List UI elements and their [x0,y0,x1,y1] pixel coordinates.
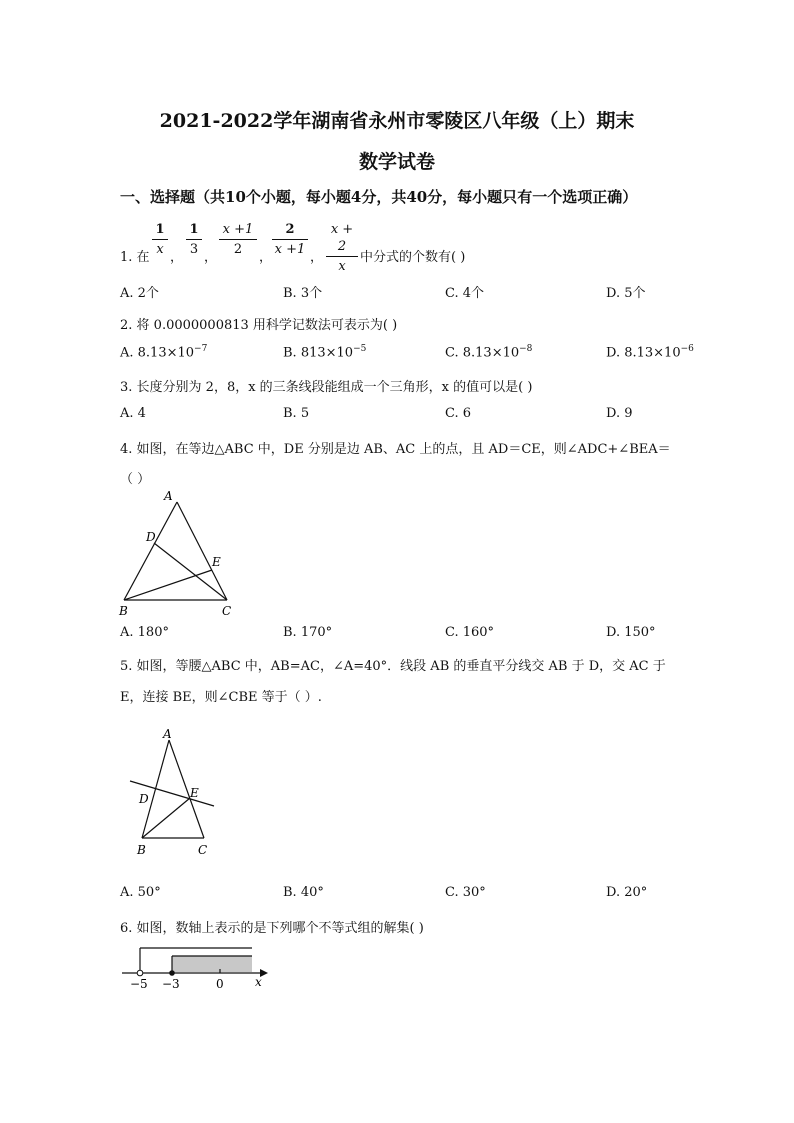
q4-option-b[interactable]: B. 170° [283,625,333,640]
question-1-suffix: 中分式的个数有( ) [360,250,466,265]
question-4-blank: （ ） [120,472,151,487]
exam-subtitle: 数学试卷 [358,151,435,173]
fraction-separator: ， [310,250,324,265]
vertex-label-b: B [137,843,146,857]
solution-shading [172,956,252,972]
vertex-label-b: B [119,604,128,618]
question-5-line-2: E，连接 BE，则∠CBE 等于（ ）. [120,690,322,705]
q2-option-a[interactable]: A. $8.13\times 10^{-7}$ [120,344,208,361]
axis-label-zero: 0 [216,977,224,991]
triangle-figure-q5 [120,726,230,861]
q5-option-c[interactable]: C. 30° [445,885,486,900]
vertex-label-c: C [222,604,232,618]
fraction-separator: ， [204,250,218,265]
axis-label-minus-3: −3 [162,977,180,991]
fraction-separator: ， [170,250,184,265]
fraction-4: 2 x +1 [272,221,308,258]
vertex-label-d: D [139,792,149,806]
exam-title: 2021-2022学年湖南省永州市零陵区八年级（上）期末 [159,110,635,132]
vertex-label-e: E [212,555,221,569]
vertex-label-e: E [190,786,199,800]
fraction-2: 1 3 [186,221,202,258]
vertex-label-a: A [164,489,173,503]
question-6: 6. 如图，数轴上表示的是下列哪个不等式组的解集( ) [120,921,424,936]
q3-option-c[interactable]: C. 6 [445,406,472,421]
question-3: 3. 长度分别为 2，8，x 的三条线段能组成一个三角形，x 的值可以是( ) [120,380,533,395]
question-1-prefix: 1. 在 [120,250,150,265]
q2-option-b[interactable]: B. $813\times 10^{-5}$ [283,344,367,361]
vertex-label-c: C [198,843,208,857]
number-line-figure [118,942,278,994]
q1-option-c[interactable]: C. 4个 [445,286,485,301]
question-2: 2. 将 0.0000000813 用科学记数法可表示为( ) [120,318,398,333]
q3-option-b[interactable]: B. 5 [283,406,310,421]
section-heading: 一、选择题（共10个小题，每小题4分，共40分，每小题只有一个选项正确） [120,188,638,206]
triangle-figure-q4 [114,488,244,620]
vertex-label-d: D [146,530,156,544]
q1-option-a[interactable]: A. 2个 [120,286,159,301]
fraction-1: 1 x [152,221,168,258]
vertex-label-a: A [163,727,172,741]
q3-option-d[interactable]: D. 9 [606,406,633,421]
question-5: 5. 如图，等腰△ABC 中，AB=AC，∠A=40°．线段 AB 的垂直平分线交 AB 于 D，交 AC 于 [120,659,666,674]
fraction-separator: ， [259,250,273,265]
axis-label-x: x [255,975,262,989]
q4-option-a[interactable]: A. 180° [120,625,169,640]
q1-option-b[interactable]: B. 3个 [283,286,323,301]
q4-option-c[interactable]: C. 160° [445,625,495,640]
fraction-5: x + 2 x [326,221,358,275]
fraction-3: x +1 2 [219,221,257,258]
question-4: 4. 如图，在等边△ABC 中，DE 分别是边 AB、AC 上的点，且 AD＝CE，则∠ADC+∠BEA＝ [120,442,671,457]
q2-option-d[interactable]: D. $8.13\times 10^{-6}$ [606,344,694,361]
q4-option-d[interactable]: D. 150° [606,625,656,640]
q5-option-d[interactable]: D. 20° [606,885,648,900]
axis-label-minus-5: −5 [130,977,148,991]
q1-option-d[interactable]: D. 5个 [606,286,646,301]
q5-option-b[interactable]: B. 40° [283,885,324,900]
q2-option-c[interactable]: C. $8.13\times 10^{-8}$ [445,344,533,361]
q3-option-a[interactable]: A. 4 [120,406,146,421]
q5-option-a[interactable]: A. 50° [120,885,161,900]
